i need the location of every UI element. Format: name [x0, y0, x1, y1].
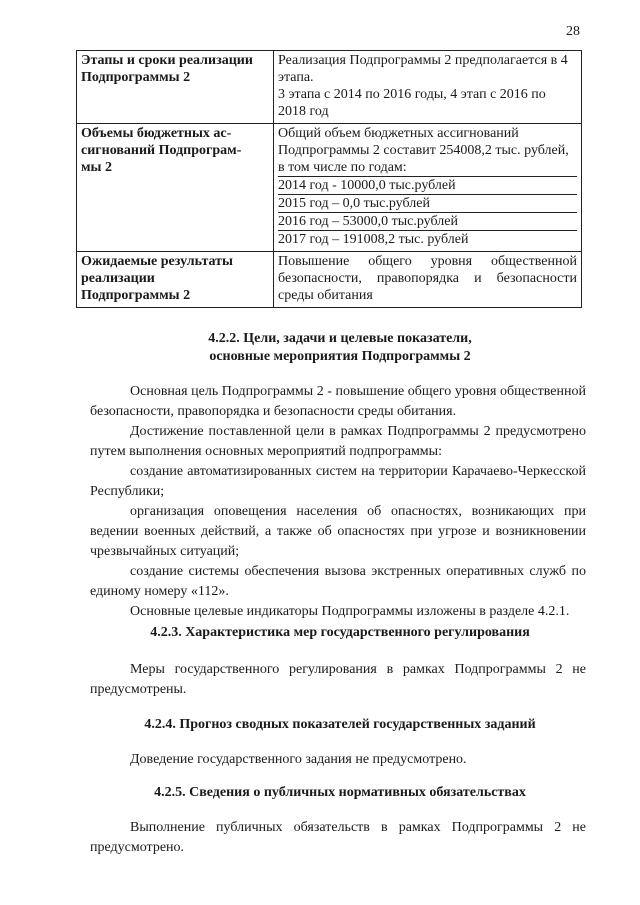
row-label: Объемы бюджетных ас- сигнований Подпрограм- мы 2 [77, 124, 274, 252]
row-label: Ожидаемые результаты реализации Подпрограммы 2 [77, 252, 274, 308]
paragraph: организация оповещения населения об опасностях, возникающих при ведении военных действий, а также об опасностях при угрозе и возникновении чрезвычайных ситуаций; [90, 504, 586, 559]
section-body-4-2-2 [90, 382, 586, 622]
subprogram-passport-table [76, 50, 582, 308]
paragraph: Меры государственного регулирования в рамках Подпрограммы 2 не предусмотрены. [90, 662, 586, 697]
section-title-4-2-5: 4.2.5. Сведения о публичных нормативных обязательствах [154, 785, 526, 800]
paragraph: Выполнение публичных обязательств в рамках Подпрограммы 2 не предусмотрено. [90, 820, 586, 855]
section-title-4-2-2: 4.2.2. Цели, задачи и целевые показатели, основные мероприятия Подпрограммы 2 [208, 331, 472, 364]
paragraph: Основные целевые индикаторы Подпрограммы изложены в разделе 4.2.1. [130, 604, 570, 619]
row-value: Реализация Подпрограммы 2 предполагается в 4 этапа. 3 этапа с 2014 по 2016 годы, 4 этап с 2016 по 2018 год [274, 51, 582, 124]
table-row [77, 124, 582, 252]
page-number: 28 [566, 24, 580, 39]
table-row [77, 51, 582, 124]
row-label: Этапы и сроки реализации Подпрограммы 2 [77, 51, 274, 124]
row-value: Общий объем бюджетных ассигнований Подпрограммы 2 составит 254008,2 тыс. рублей, в том числе по годам: 2014 год - 10000,0 тыс.рублей 2015 год – 0,0 тыс.рублей 2016 год – 53000,0 тыс.рублей 2017 год – 191008,2 тыс. рублей [274, 124, 582, 252]
section-title-4-2-4: 4.2.4. Прогноз сводных показателей государственных заданий [144, 717, 536, 732]
section-body-4-2-3 [90, 660, 586, 700]
paragraph: создание системы обеспечения вызова экстренных оперативных служб по единому номеру «112». [90, 564, 586, 599]
row-value: Повышение общего уровня общественной безопасности, правопорядка и безопасности среды обитания [274, 252, 582, 308]
paragraph: Достижение поставленной цели в рамках Подпрограммы 2 предусмотрено путем выполнения основных мероприятий подпрограммы: [90, 424, 586, 459]
paragraph: Доведение государственного задания не предусмотрено. [130, 752, 467, 767]
section-body-4-2-4 [90, 750, 586, 770]
section-body-4-2-5 [90, 818, 586, 858]
section-title-4-2-3: 4.2.3. Характеристика мер государственного регулирования [150, 625, 530, 640]
table-row [77, 252, 582, 308]
paragraph: создание автоматизированных систем на территории Карачаево-Черкесской Республики; [90, 464, 586, 499]
paragraph: Основная цель Подпрограммы 2 - повышение общего уровня общественной безопасности, правопорядка и безопасности среды обитания. [90, 384, 586, 419]
